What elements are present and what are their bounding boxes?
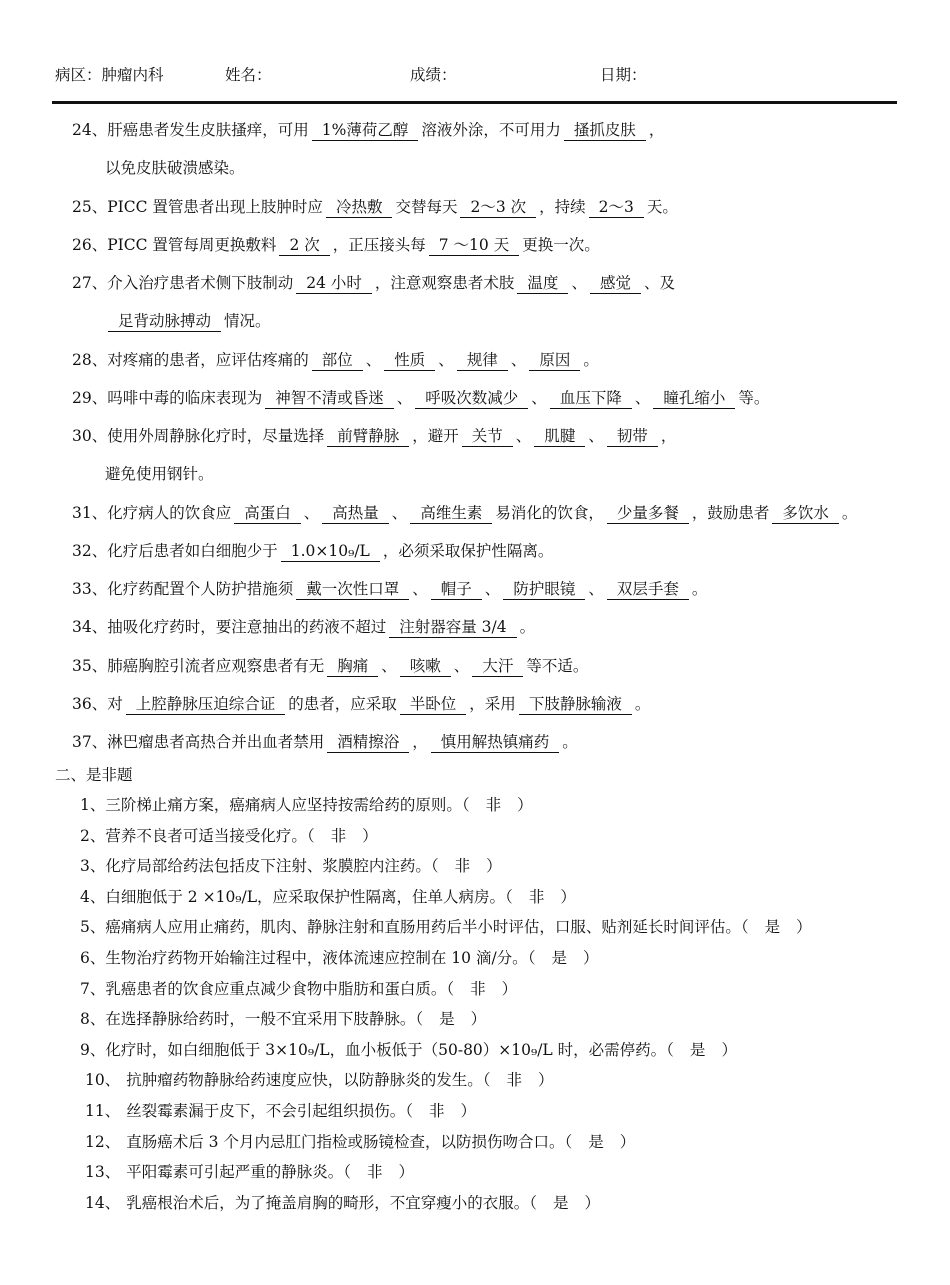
- answer-blank: 胸痛: [327, 657, 378, 677]
- question-text: ，: [660, 427, 677, 445]
- open-paren: （: [405, 1101, 414, 1120]
- question-text: 化疗后患者如白细胞少于: [107, 541, 278, 560]
- question-line: [72, 226, 932, 264]
- question-text: 、及: [643, 274, 675, 292]
- question-number: 6、: [80, 948, 106, 967]
- answer-blank: 神智不清或昏迷: [265, 389, 394, 409]
- open-paren: （: [505, 887, 513, 906]
- answer-blank: 帽子: [431, 580, 482, 600]
- question-text: 、: [515, 427, 532, 445]
- answer-mark: 非: [528, 887, 545, 906]
- answer-blank: 1%薄荷乙醇: [312, 121, 419, 141]
- close-paren: ）: [486, 857, 502, 876]
- question-text: 乳癌患者的饮食应重点减少食物中脂肪和蛋白质。: [105, 979, 447, 998]
- answer-blank: 慎用解热镇痛药: [431, 733, 560, 753]
- open-paren: （: [306, 826, 315, 845]
- question-text: 使用外周静脉化疗时，尽量选择: [107, 427, 325, 445]
- open-paren: （: [446, 979, 455, 998]
- answer-mark: 是: [689, 1040, 706, 1059]
- question-text: ，: [412, 733, 428, 751]
- answer-blank: 2～3 次: [460, 198, 536, 218]
- answer-blank: 温度: [517, 274, 568, 294]
- score-label: 成绩：: [410, 66, 457, 84]
- question-text: 溶液外涂，不可用力: [421, 121, 561, 139]
- question-number: 10、: [85, 1071, 121, 1090]
- answer-blank: 防护眼镜: [503, 580, 585, 600]
- answer-blank: 高维生素: [410, 504, 492, 524]
- answer-mark: 是: [553, 1193, 569, 1212]
- answer-blank: 戴一次性口罩: [296, 580, 409, 600]
- question-line: [72, 111, 932, 149]
- true-false-item: [80, 943, 940, 974]
- true-false-item: [80, 974, 940, 1005]
- question-text: 、: [510, 350, 527, 369]
- question-text: 在选择静脉给药时，一般不宜采用下肢静脉。: [105, 1010, 416, 1029]
- question-line: [72, 723, 932, 761]
- question-text: 易消化的饮食，: [495, 503, 604, 522]
- question-text: 吗啡中毒的临床表现为: [107, 388, 263, 407]
- question-text: 、: [588, 580, 604, 598]
- close-paren: ）: [796, 918, 812, 937]
- question-text: 、: [531, 388, 547, 407]
- answer-blank: 搔抓皮肤: [564, 121, 646, 141]
- answer-blank: 前臂静脉: [327, 427, 409, 447]
- question-text: 、: [412, 580, 428, 598]
- question-text: 、: [484, 580, 501, 598]
- question-text: 化疗时，如白细胞低于 3×10₉/L，血小板低于（50-80）×10₉/L 时，必需停药。: [105, 1040, 667, 1059]
- question-text: PICC 置管每周更换敷料: [107, 235, 277, 254]
- answer-blank: 多饮水: [772, 504, 839, 524]
- answer-blank: 肌腱: [534, 427, 585, 447]
- close-paren: ）: [582, 948, 599, 967]
- question-number: 13、: [85, 1163, 121, 1182]
- question-text: ，: [648, 121, 665, 139]
- answer-mark: 是: [439, 1010, 455, 1029]
- question-number: 24、: [72, 121, 108, 139]
- question-text: 、: [453, 656, 470, 675]
- true-false-item: [80, 790, 940, 821]
- answer-blank: 足背动脉搏动: [108, 312, 221, 332]
- answer-blank: 下肢静脉输液: [519, 695, 632, 715]
- question-number: 4、: [80, 887, 106, 906]
- date-label: 日期：: [600, 66, 647, 84]
- close-paren: ）: [721, 1040, 737, 1059]
- answer-blank: 高热量: [322, 504, 389, 524]
- question-text: 平阳霉素可引起严重的静脉炎。: [126, 1163, 344, 1182]
- question-line: [72, 149, 932, 187]
- answer-blank: 韧带: [607, 427, 658, 447]
- answer-blank: 关节: [462, 427, 513, 447]
- open-paren: （: [564, 1132, 573, 1151]
- answer-mark: 是: [588, 1132, 604, 1151]
- true-false-item: [80, 1096, 940, 1127]
- close-paren: ）: [398, 1163, 415, 1182]
- answer-mark: 非: [485, 796, 502, 814]
- answer-mark: 非: [470, 979, 486, 998]
- open-paren: （: [415, 1010, 424, 1029]
- question-text: 化疗药配置个人防护措施须: [107, 580, 294, 598]
- question-line: [72, 494, 932, 532]
- answer-blank: 高蛋白: [234, 504, 301, 524]
- question-text: 。: [841, 503, 858, 522]
- close-paren: ）: [501, 979, 518, 998]
- question-text: ，正压接头每: [332, 235, 426, 254]
- open-paren: （: [529, 1193, 538, 1212]
- name-label: 姓名：: [225, 66, 272, 84]
- close-paren: ）: [470, 1010, 487, 1029]
- true-false-heading: 二、是非题: [55, 766, 133, 784]
- answer-blank: 大汗: [472, 657, 523, 677]
- open-paren: （: [740, 918, 749, 937]
- true-false-section: [80, 790, 940, 1218]
- answer-blank: 少量多餐: [607, 504, 689, 524]
- question-text: 丝裂霉素漏于皮下，不会引起组织损伤。: [126, 1101, 406, 1120]
- question-text: 、: [396, 388, 413, 407]
- question-text: 等不适。: [526, 656, 589, 675]
- open-paren: （: [527, 948, 536, 967]
- question-text: PICC 置管患者出现上肢肿时应: [107, 197, 323, 216]
- question-text: 营养不良者可适当接受化疗。: [105, 826, 307, 845]
- question-number: 8、: [80, 1010, 106, 1029]
- answer-blank: 7 ～10 天: [429, 236, 519, 256]
- question-text: 的患者，应采取: [288, 694, 397, 713]
- answer-blank: 半卧位: [400, 695, 467, 715]
- question-text: 以免皮肤破溃感染。: [105, 159, 245, 178]
- question-text: 乳癌根治术后，为了掩盖肩胸的畸形，不宜穿瘦小的衣服。: [126, 1193, 530, 1212]
- true-false-item: [80, 1188, 940, 1219]
- question-text: 淋巴瘤患者高热合并出血者禁用: [107, 733, 325, 751]
- question-text: 交替每天: [395, 197, 458, 216]
- answer-blank: 酒精擦浴: [327, 733, 409, 753]
- question-number: 3、: [80, 857, 106, 876]
- question-number: 27、: [72, 274, 108, 292]
- question-text: 化疗局部给药法包括皮下注射、浆膜腔内注药。: [105, 857, 431, 876]
- question-number: 25、: [72, 197, 108, 216]
- question-number: 37、: [72, 733, 108, 751]
- close-paren: ）: [460, 1101, 477, 1120]
- answer-mark: 是: [764, 918, 781, 937]
- question-line: [72, 264, 932, 302]
- answer-blank: 血压下降: [550, 389, 632, 409]
- question-text: 化疗病人的饮食应: [107, 503, 232, 522]
- question-text: 、: [381, 656, 397, 675]
- close-paren: ）: [584, 1193, 601, 1212]
- question-number: 36、: [72, 694, 108, 713]
- question-text: 对: [107, 694, 123, 713]
- question-text: 三阶梯止痛方案，癌痛病人应坚持按需给药的原则。: [105, 796, 462, 814]
- true-false-item: [80, 1065, 940, 1096]
- question-text: 癌痛病人应用止痛药，肌肉、静脉注射和直肠用药后半小时评估，口服、贴剂延长时间评估。: [105, 918, 741, 937]
- answer-blank: 24 小时: [296, 274, 372, 294]
- true-false-item: [80, 1035, 940, 1066]
- question-text: 肝癌患者发生皮肤搔痒，可用: [107, 121, 309, 139]
- close-paren: ）: [538, 1071, 554, 1090]
- answer-blank: 上腔静脉压迫综合证: [126, 695, 286, 715]
- answer-mark: 非: [367, 1163, 383, 1182]
- true-false-item: [80, 1157, 940, 1188]
- question-number: 32、: [72, 541, 108, 560]
- fill-in-section: [72, 111, 932, 761]
- question-text: 、: [438, 350, 454, 369]
- open-paren: （: [430, 857, 439, 876]
- answer-blank: 规律: [457, 351, 508, 371]
- question-text: 。: [634, 694, 651, 713]
- answer-blank: 1.0×10₉/L: [281, 542, 380, 562]
- question-text: 。: [562, 733, 578, 751]
- question-line: [72, 455, 932, 493]
- question-number: 5、: [80, 918, 106, 937]
- answer-mark: 非: [429, 1101, 445, 1120]
- question-text: 。: [691, 580, 708, 598]
- question-text: 、: [588, 427, 604, 445]
- question-text: ，采用: [469, 694, 516, 713]
- open-paren: （: [482, 1071, 491, 1090]
- question-text: 肺癌胸腔引流者应观察患者有无: [107, 656, 325, 675]
- true-false-item: [80, 851, 940, 882]
- question-number: 2、: [80, 826, 106, 845]
- open-paren: （: [666, 1040, 674, 1059]
- question-text: 。: [519, 618, 536, 637]
- true-false-item: [80, 821, 940, 852]
- question-line: [72, 685, 932, 723]
- answer-mark: 非: [454, 857, 471, 876]
- answer-blank: 性质: [384, 351, 435, 371]
- question-line: [72, 417, 932, 455]
- question-number: 28、: [72, 350, 108, 369]
- question-text: 、: [571, 274, 587, 292]
- question-number: 14、: [85, 1193, 121, 1212]
- answer-mark: 是: [551, 948, 567, 967]
- question-number: 26、: [72, 235, 108, 254]
- close-paren: ）: [362, 826, 378, 845]
- question-text: 等。: [738, 388, 770, 407]
- question-number: 9、: [80, 1040, 106, 1059]
- answer-blank: 瞳孔缩小: [653, 389, 735, 409]
- question-text: 抽吸化疗药时，要注意抽出的药液不超过: [107, 618, 387, 637]
- question-line: [72, 302, 932, 340]
- true-false-item: [80, 912, 940, 943]
- answer-blank: 原因: [529, 351, 580, 371]
- question-text: 抗肿瘤药物静脉给药速度应快，以防静脉炎的发生。: [126, 1071, 483, 1090]
- question-text: 、: [634, 388, 651, 407]
- question-text: 天。: [646, 197, 678, 216]
- question-text: ，避开: [412, 427, 459, 445]
- close-paren: ）: [619, 1132, 636, 1151]
- question-number: 12、: [85, 1132, 121, 1151]
- question-text: ，必须采取保护性隔离。: [382, 541, 554, 560]
- open-paren: （: [343, 1163, 352, 1182]
- header-divider: [52, 101, 897, 104]
- answer-blank: 呼吸次数减少: [415, 389, 528, 409]
- answer-blank: 2～3: [589, 198, 644, 218]
- close-paren: ）: [517, 796, 533, 814]
- question-text: ，鼓励患者: [691, 503, 770, 522]
- question-text: 、: [391, 503, 408, 522]
- question-number: 34、: [72, 618, 108, 637]
- question-line: [72, 188, 932, 226]
- answer-mark: 非: [330, 826, 347, 845]
- question-text: ，注意观察患者术肢: [374, 274, 515, 292]
- answer-blank: 注射器容量 3/4: [389, 618, 516, 638]
- question-text: 直肠癌术后 3 个月内忌肛门指检或肠镜检查，以防损伤吻合口。: [126, 1132, 565, 1151]
- answer-mark: 非: [506, 1071, 523, 1090]
- question-text: 介入治疗患者术侧下肢制动: [107, 274, 294, 292]
- answer-blank: 感觉: [590, 274, 641, 294]
- question-number: 30、: [72, 427, 108, 445]
- question-text: 白细胞低于 2 ×10₉/L，应采取保护性隔离，住单人病房。: [105, 887, 506, 906]
- question-line: [72, 379, 932, 417]
- answer-blank: 咳嗽: [400, 657, 451, 677]
- question-line: [72, 570, 932, 608]
- true-false-item: [80, 882, 940, 913]
- question-number: 31、: [72, 503, 108, 522]
- question-text: 。: [583, 350, 599, 369]
- true-false-item: [80, 1127, 940, 1158]
- true-false-item: [80, 1004, 940, 1035]
- question-line: [72, 341, 932, 379]
- question-text: 、: [303, 503, 320, 522]
- answer-blank: 2 次: [279, 236, 329, 256]
- question-number: 35、: [72, 656, 108, 675]
- question-text: 避免使用钢针。: [105, 465, 214, 484]
- question-number: 29、: [72, 388, 108, 407]
- question-line: [72, 647, 932, 685]
- question-line: [72, 608, 932, 646]
- question-number: 33、: [72, 580, 108, 598]
- close-paren: ）: [560, 887, 576, 906]
- question-text: 情况。: [224, 312, 271, 331]
- open-paren: （: [461, 796, 470, 814]
- question-number: 11、: [85, 1101, 121, 1120]
- question-text: 生物治疗药物开始输注过程中，液体流速应控制在 10 滴/分。: [105, 948, 528, 967]
- question-line: [72, 532, 932, 570]
- question-text: 、: [365, 350, 382, 369]
- question-text: ，持续: [539, 197, 586, 216]
- question-number: 1、: [80, 796, 106, 814]
- question-number: 7、: [80, 979, 106, 998]
- answer-blank: 冷热敷: [326, 198, 393, 218]
- question-text: 对疼痛的患者，应评估疼痛的: [107, 350, 309, 369]
- answer-blank: 部位: [312, 351, 363, 371]
- question-text: 更换一次。: [522, 235, 600, 254]
- answer-blank: 双层手套: [607, 580, 689, 600]
- ward-label: 病区：肿瘤内科: [55, 66, 164, 84]
